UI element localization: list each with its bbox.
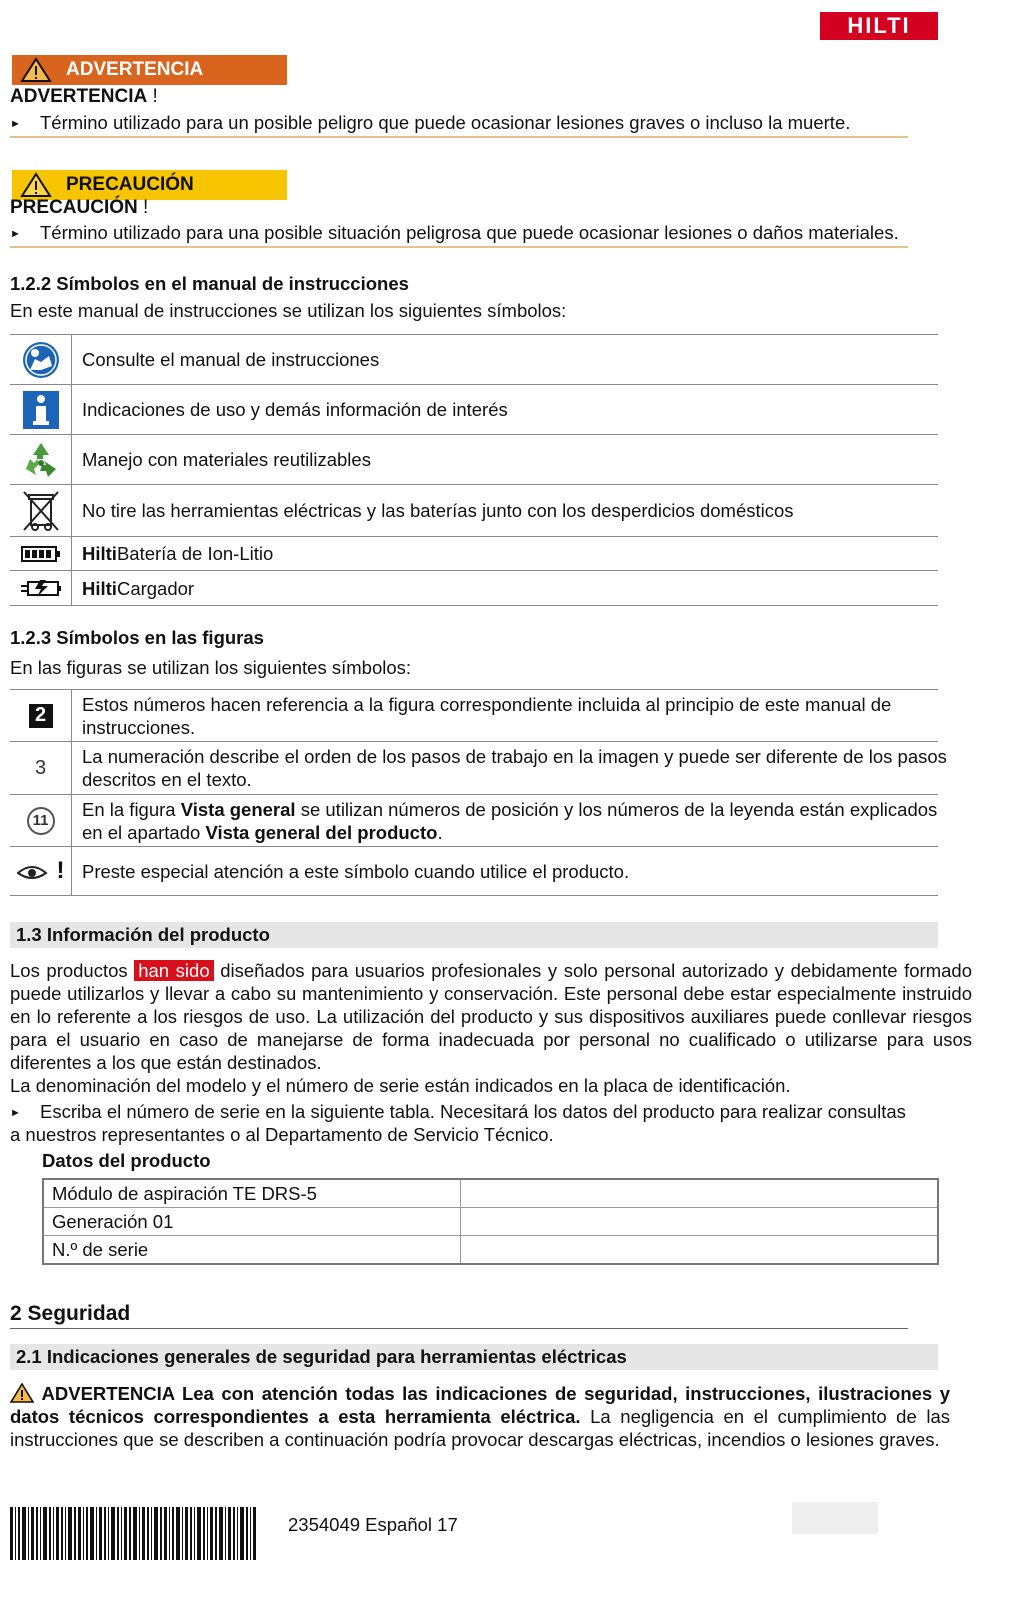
warning-badge xyxy=(12,55,287,85)
warning-title: ADVERTENCIA ! xyxy=(10,86,158,107)
section-heading-123: 1.2.3 Símbolos en las figuras xyxy=(10,627,264,648)
symbol-description: Consulte el manual de instrucciones xyxy=(82,349,380,370)
product-data-table xyxy=(42,1178,939,1265)
symbol-description: En la figura Vista general se utilizan números de posición y los números de la leyenda están explicados en el apartado Vista general del producto. xyxy=(82,798,938,843)
info-icon xyxy=(22,390,60,430)
symbols-table-manual xyxy=(10,334,938,606)
warning-triangle-icon xyxy=(20,172,52,198)
safety-warning-paragraph: ADVERTENCIA Lea con atención todas las indicaciones de seguridad, instrucciones, ilustraciones y datos técnicos correspondientes a esta herramienta eléctrica. La negligencia en el cumplimiento de las instrucciones que se describen a continuación podría provocar descargas eléctricas, incendios o lesiones graves. xyxy=(10,1383,950,1450)
table-value-cell[interactable] xyxy=(461,1208,939,1236)
table-row: N.º de serie xyxy=(43,1236,938,1265)
symbol-row xyxy=(10,742,947,795)
crossed-bin-icon xyxy=(21,489,61,533)
recycle-icon xyxy=(20,439,62,481)
divider xyxy=(10,246,908,248)
warning-text: ► Término utilizado para un posible peligro que puede ocasionar lesiones graves o incluso la muerte. xyxy=(10,112,851,133)
symbol-row xyxy=(10,485,938,537)
position-number-icon: 11 xyxy=(27,807,55,835)
product-data-title: Datos del producto xyxy=(42,1150,211,1171)
footer-page-info: 2354049 Español 17 xyxy=(288,1514,458,1535)
symbol-row xyxy=(10,335,938,385)
divider xyxy=(10,136,908,138)
symbol-row xyxy=(10,385,938,435)
charger-icon xyxy=(20,577,62,599)
footer-tag xyxy=(792,1502,878,1534)
exclamation-label: ! xyxy=(56,857,65,884)
table-value-cell[interactable] xyxy=(461,1179,939,1208)
symbol-description: Hilti Cargador xyxy=(82,577,195,599)
symbol-row xyxy=(10,537,938,571)
section-heading-21: 2.1 Indicaciones generales de seguridad para herramientas eléctricas xyxy=(10,1344,938,1370)
symbol-row xyxy=(10,690,938,742)
symbol-description: Preste especial atención a este símbolo cuando utilice el producto. xyxy=(82,860,630,882)
symbol-row xyxy=(10,847,938,896)
eye-attention-icon xyxy=(17,858,57,884)
table-row: Módulo de aspiración TE DRS-5 xyxy=(43,1179,938,1208)
manual-icon xyxy=(21,340,61,380)
divider xyxy=(10,1328,908,1329)
section-heading-2: 2 Seguridad xyxy=(10,1302,131,1325)
serial-instruction: ► Escriba el número de serie en la siguiente tabla. Necesitará los datos del producto para realizar consultas a nuestros representantes o al Departamento de Servicio Técnico. xyxy=(10,1101,906,1146)
bullet-arrow-icon: ► xyxy=(10,1107,21,1120)
redaction-mark: han sido xyxy=(134,960,213,981)
caution-badge-label: PRECAUCIÓN xyxy=(66,174,194,195)
product-info-paragraph: Los productos han sido diseñados para usuarios profesionales y solo personal autorizado y debidamente formado puede utilizarlos y llevar a cabo su mantenimiento y conservación. Este personal debe estar especialmente instruido en lo referente a los riesgos de uso. La utilización del producto y sus dispositivos auxiliares puede conllevar riesgos para el usuario en caso de manejarse de forma inadecuada por personal no cualificado o utilizarse para usos diferentes a los que están destinados. xyxy=(10,960,972,1073)
symbol-description: Manejo con materiales reutilizables xyxy=(82,449,371,470)
section-intro-122: En este manual de instrucciones se utilizan los siguientes símbolos: xyxy=(10,300,567,321)
symbol-description: No tire las herramientas eléctricas y las baterías junto con los desperdicios domésticos xyxy=(82,500,794,521)
symbol-description: La numeración describe el orden de los pasos de trabajo en la imagen y puede ser diferente de los pasos descritos en el texto. xyxy=(82,746,947,790)
table-row: Generación 01 xyxy=(43,1208,938,1236)
section-intro-123: En las figuras se utilizan los siguientes símbolos: xyxy=(10,657,412,678)
caution-text: ► Término utilizado para una posible situación peligrosa que puede ocasionar lesiones o daños materiales. xyxy=(10,222,899,243)
hilti-logo: HILTI xyxy=(820,12,938,40)
warning-triangle-icon xyxy=(10,1383,34,1403)
step-number-icon: 3 xyxy=(34,756,47,779)
bullet-arrow-icon: ► xyxy=(10,118,21,131)
caution-badge xyxy=(12,170,287,200)
symbol-description: Estos números hacen referencia a la figura correspondiente incluida al principio de este manual de instrucciones. xyxy=(82,693,892,738)
symbol-description: Hilti Batería de Ion-Litio xyxy=(82,543,274,564)
warning-badge-label: ADVERTENCIA xyxy=(66,59,204,80)
barcode xyxy=(10,1507,258,1560)
caution-title: PRECAUCIÓN ! xyxy=(10,197,149,218)
section-heading-122: 1.2.2 Símbolos en el manual de instrucciones xyxy=(10,273,409,294)
symbol-description: Indicaciones de uso y demás información de interés xyxy=(82,399,508,420)
warning-triangle-icon xyxy=(20,57,52,83)
figure-number-icon: 2 xyxy=(29,704,53,728)
battery-icon xyxy=(21,545,61,563)
model-serial-paragraph: La denominación del modelo y el número de serie están indicados en la placa de identificación. xyxy=(10,1075,791,1096)
symbol-row xyxy=(10,571,938,606)
symbols-table-figures xyxy=(10,689,947,896)
symbol-row xyxy=(10,435,938,485)
section-heading-13: 1.3 Información del producto xyxy=(10,922,938,948)
table-value-cell[interactable] xyxy=(461,1236,939,1265)
symbol-row xyxy=(10,795,938,847)
bullet-arrow-icon: ► xyxy=(10,228,21,241)
